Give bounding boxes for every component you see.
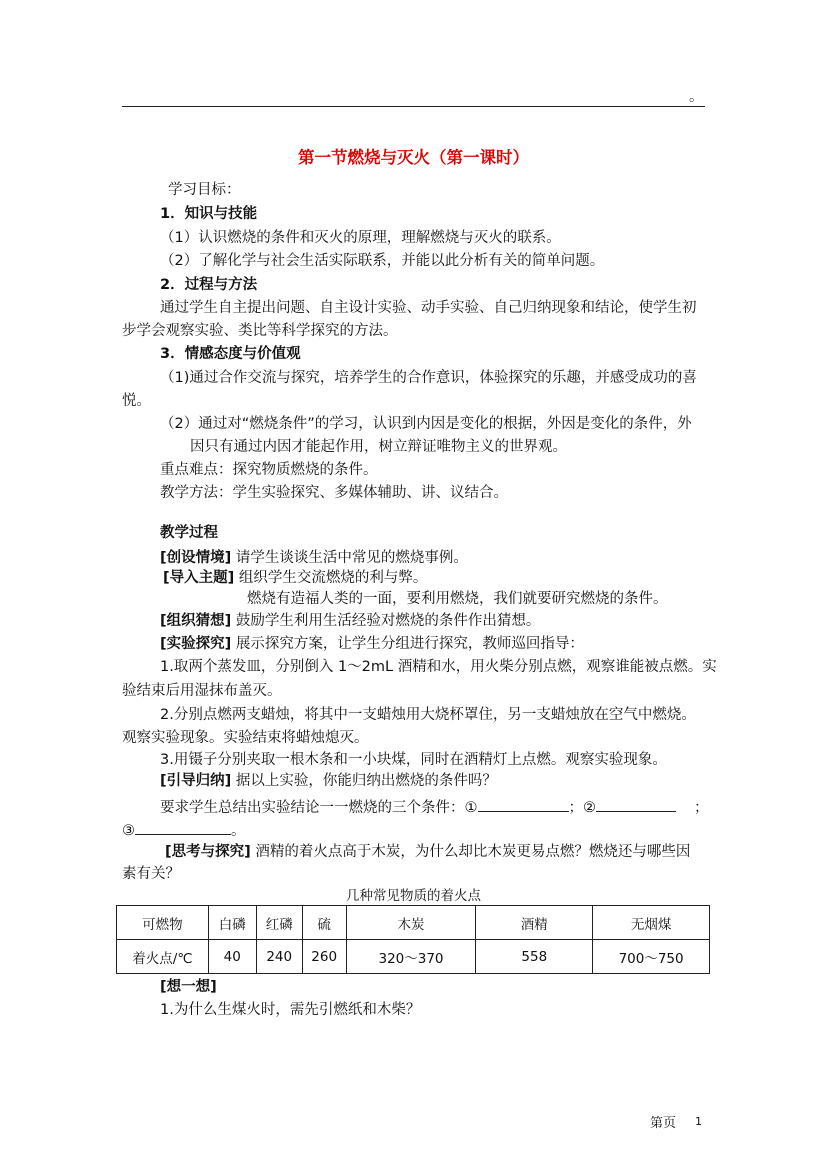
induce-label: [引导归纳] — [160, 773, 232, 789]
blank-condition-1 — [478, 796, 569, 812]
attitude-item-1-line-1: （1)通过合作交流与探究，培养学生的合作意识，体验探究的乐趣，并感受成功的喜 — [160, 370, 697, 386]
table-cell: 可燃物 — [117, 906, 209, 940]
intro-text: 组织学生交流燃烧的利与弊。 — [234, 570, 428, 586]
document-title: 第一节燃烧与灭火（第一课时） — [298, 148, 529, 167]
summary-line — [160, 796, 709, 818]
experiment-2-line-1: 2.分别点燃两支蜡烛，将其中一支蜡烛用大烧杯罩住，另一支蜡烛放在空气中燃烧。 — [160, 707, 696, 723]
think-line-2: 素有关？ — [122, 866, 180, 882]
table-cell: 320～370 — [346, 940, 476, 974]
summary-line-2 — [122, 819, 246, 841]
knowledge-item-2: （2）了解化学与社会生活实际联系，并能以此分析有关的简单问题。 — [160, 253, 605, 269]
knowledge-item-1: （1）认识燃烧的条件和灭火的原理，理解燃烧与灭火的联系。 — [160, 230, 561, 246]
blank-condition-2 — [596, 796, 676, 812]
blank-condition-3 — [135, 819, 231, 835]
intro-paragraph — [163, 568, 427, 588]
table-caption: 几种常见物质的着火点 — [346, 888, 481, 904]
guess-paragraph — [160, 611, 540, 631]
guess-label: [组织猜想] — [160, 613, 232, 629]
section-attitude-heading: 3．情感态度与价值观 — [160, 346, 301, 362]
table-cell: 40 — [208, 940, 256, 974]
experiment-1-line-1: 1.取两个蒸发皿，分别倒入 1～2mL 酒精和水，用火柴分别点燃，观察谁能被点燃。实 — [160, 659, 717, 675]
think-text: 酒精的着火点高于木炭，为什么却比木炭更易点燃？燃烧还与哪些因 — [250, 844, 691, 860]
teaching-methods: 教学方法：学生实验探究、多媒体辅助、讲、议结合。 — [160, 485, 508, 501]
experiment-1-line-2: 验结束后用湿抹布盖灭。 — [122, 683, 282, 699]
table-cell: 硫 — [302, 906, 346, 940]
table-cell: 酒精 — [476, 906, 593, 940]
header-rule — [122, 106, 705, 107]
summary-circle-3: ③ — [122, 823, 135, 839]
summary-sep-2: ； — [694, 800, 709, 816]
experiment-2-line-2: 观察实验现象。实验结束将蜡烛熄灭。 — [122, 730, 369, 746]
guess-text: 鼓励学生利用生活经验对燃烧的条件作出猜想。 — [231, 613, 541, 629]
process-heading: 教学过程 — [160, 525, 218, 541]
table-cell: 着火点/℃ — [117, 940, 209, 974]
table-cell: 240 — [256, 940, 302, 974]
scene-text: 请学生谈谈生活中常见的燃烧事例。 — [231, 550, 468, 566]
table-cell: 558 — [476, 940, 593, 974]
explore-text: 展示探究方案，让学生分组进行探究，教师巡回指导： — [231, 636, 584, 652]
intro-line-2: 燃烧有造福人类的一面，要利用燃烧，我们就要研究燃烧的条件。 — [247, 591, 668, 607]
think-paragraph — [165, 842, 690, 862]
process-line-2: 步学会观察实验、类比等科学探究的方法。 — [122, 323, 398, 339]
scene-label: [创设情境] — [160, 550, 232, 566]
reflect-question-1: 1.为什么生煤火时，需先引燃纸和木柴？ — [160, 1002, 421, 1018]
experiment-3-line-1: 3.用镊子分别夹取一根木条和一小块煤，同时在酒精灯上点燃。观察实验现象。 — [160, 752, 667, 768]
table-cell: 无烟煤 — [593, 906, 710, 940]
section-knowledge-heading: 1．知识与技能 — [160, 206, 258, 222]
summary-sep-1: ；② — [568, 800, 596, 816]
footer-page-label: 第页 — [650, 1116, 677, 1131]
table-cell: 260 — [302, 940, 346, 974]
summary-end: 。 — [231, 823, 246, 839]
attitude-item-2-line-1: （2）通过对“燃烧条件”的学习，认识到内因是变化的根据，外因是变化的条件，外 — [160, 416, 692, 432]
table-cell: 700～750 — [593, 940, 710, 974]
intro-label: [导入主题] — [163, 570, 235, 586]
objectives-label: 学习目标： — [168, 182, 241, 198]
footer-page-number: 1 — [695, 1115, 702, 1128]
scene-paragraph — [160, 548, 468, 568]
table-header-row — [117, 906, 710, 940]
process-line-1: 通过学生自主提出问题、自主设计实验、动手实验、自己归纳现象和结论，使学生初 — [160, 300, 697, 316]
attitude-item-2-line-2: 因只有通过内因才能起作用，树立辩证唯物主义的世界观。 — [190, 439, 567, 455]
ignition-point-table — [116, 905, 710, 974]
summary-prefix: 要求学生总结出实验结论一一燃烧的三个条件：① — [160, 800, 478, 816]
key-points: 重点难点：探究物质燃烧的条件。 — [160, 462, 378, 478]
induce-text: 据以上实验，你能归纳出燃烧的条件吗？ — [231, 773, 497, 789]
explore-label: [实验探究] — [160, 636, 232, 652]
section-process-heading: 2．过程与方法 — [160, 277, 258, 293]
table-cell: 白磷 — [208, 906, 256, 940]
induce-paragraph — [160, 771, 497, 791]
reflect-label: [想一想] — [160, 979, 217, 995]
table-row — [117, 940, 710, 974]
think-label: [思考与探究] — [165, 844, 251, 860]
attitude-item-1-line-2: 悦。 — [122, 393, 151, 409]
table-cell: 红磷 — [256, 906, 302, 940]
table-cell: 木炭 — [346, 906, 476, 940]
explore-paragraph — [160, 634, 584, 654]
header-dot: 。 — [689, 89, 704, 105]
